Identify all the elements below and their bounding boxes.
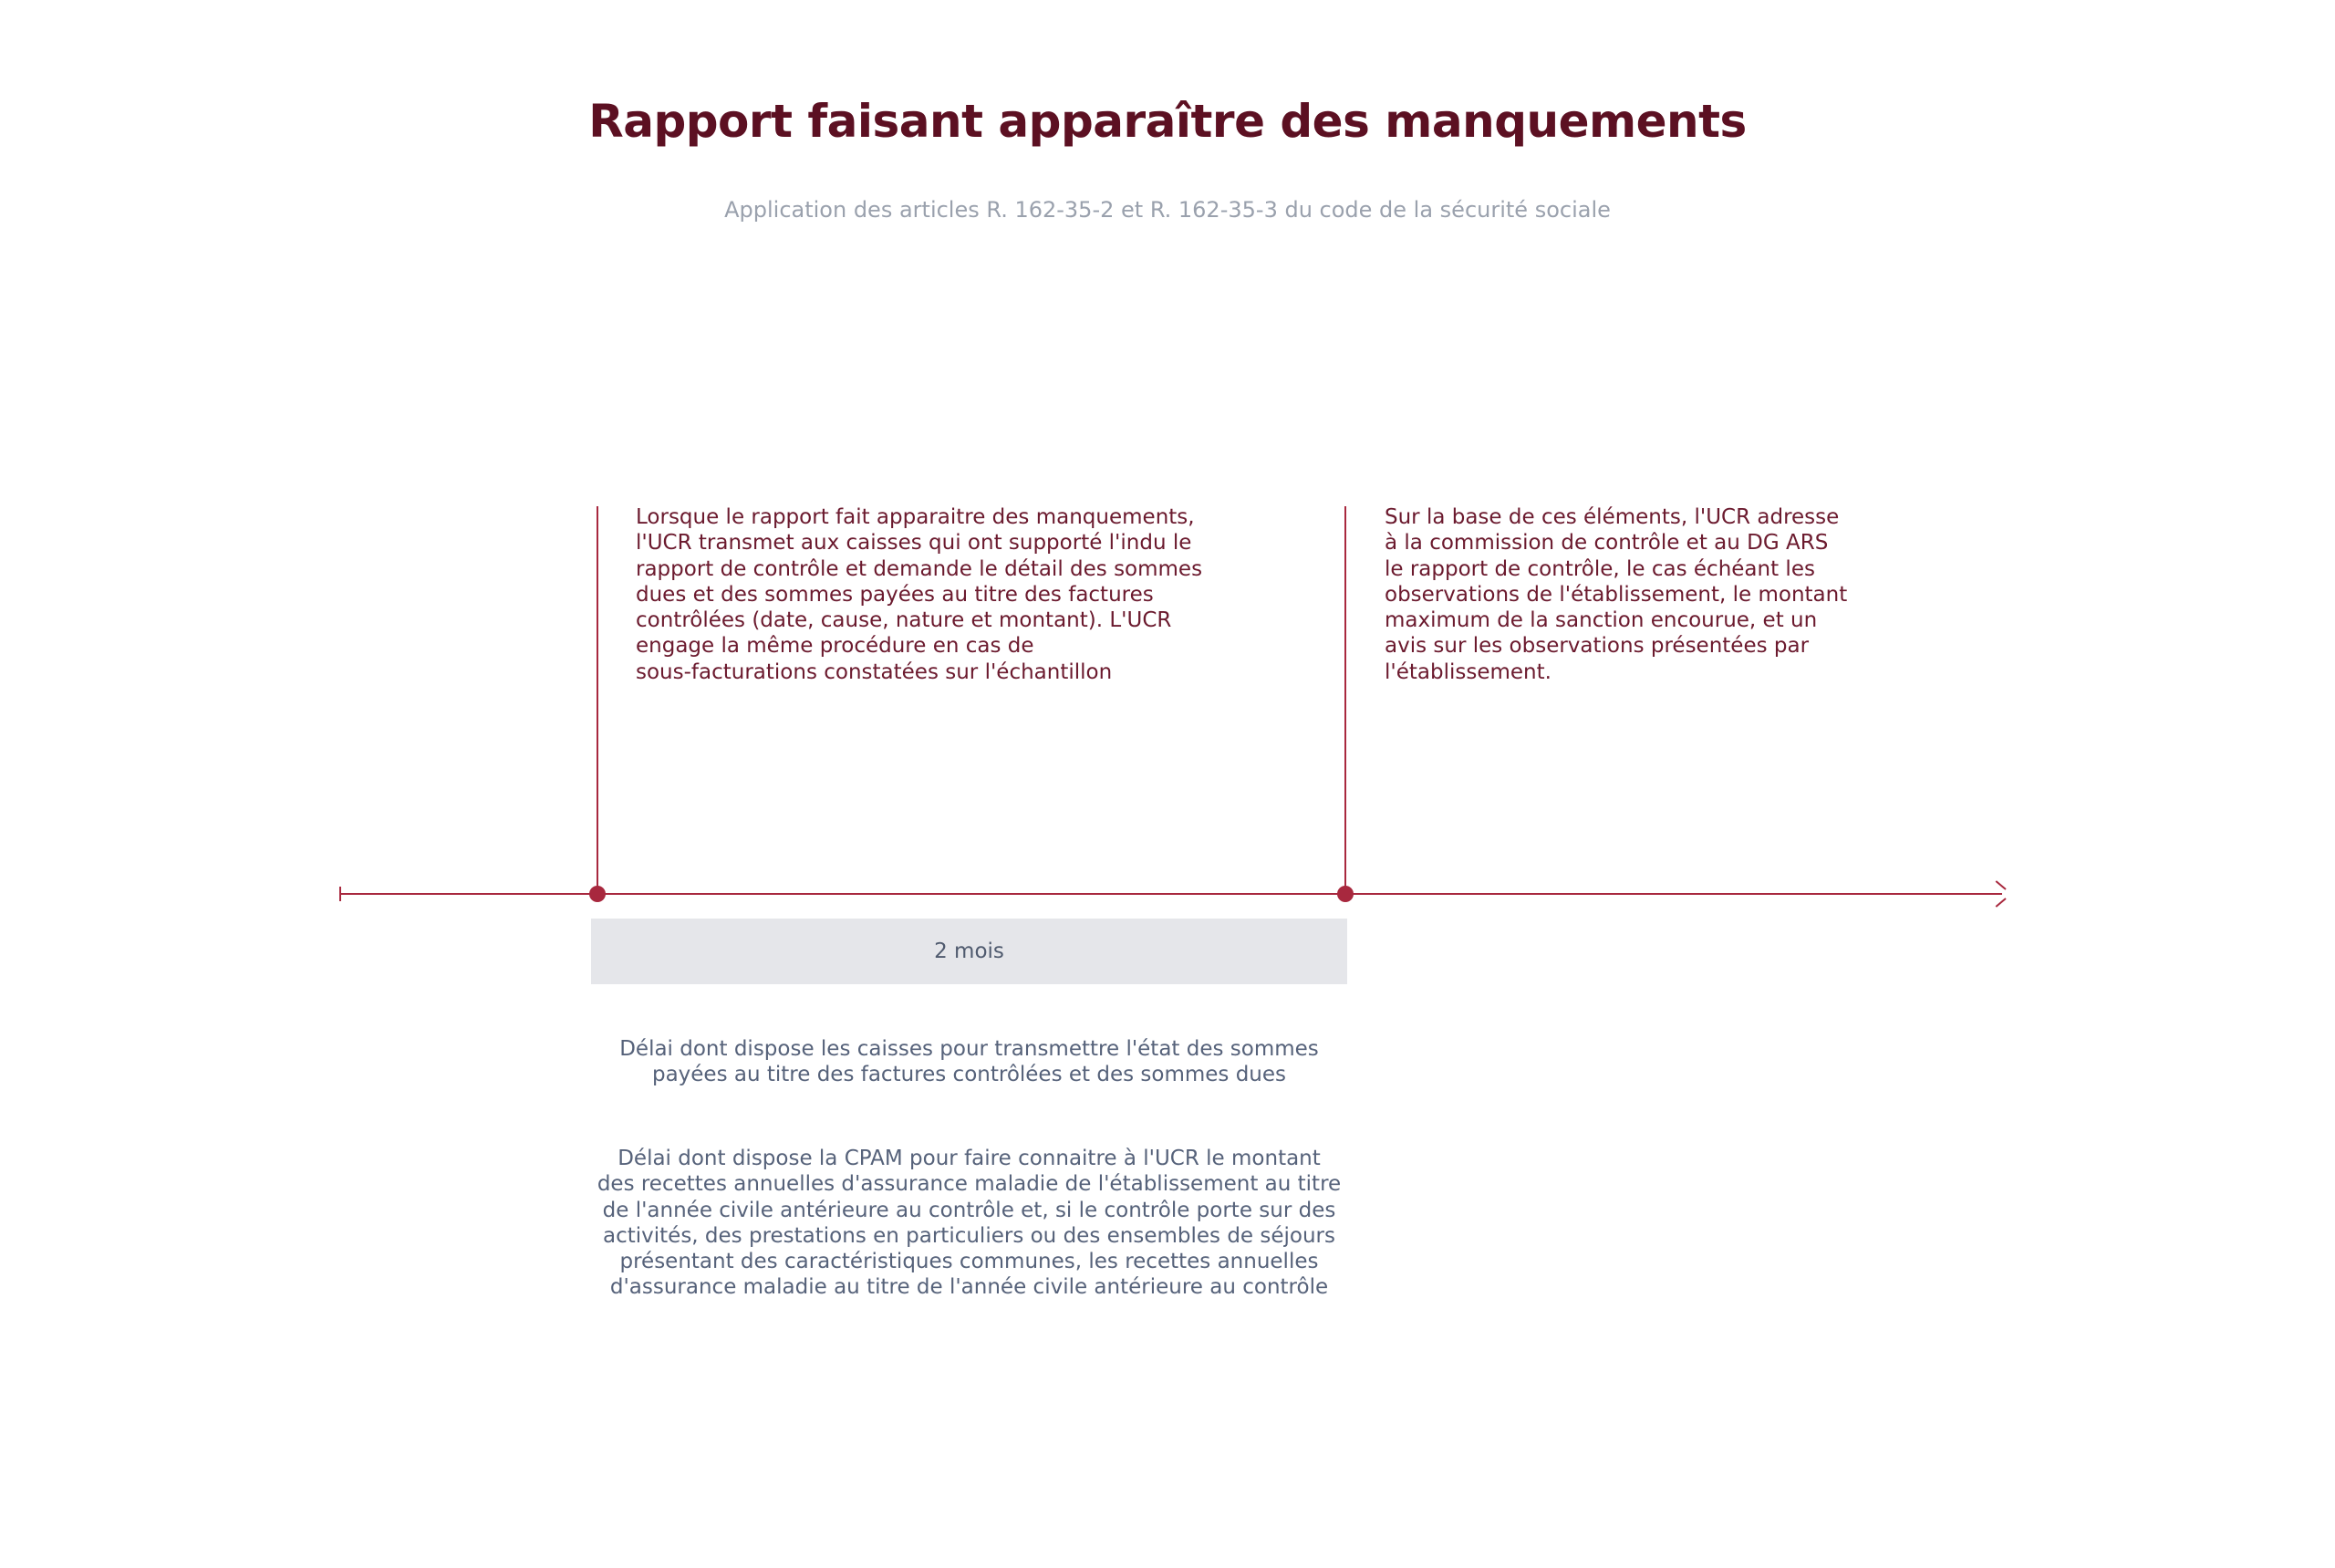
event-2-connector-line (1344, 506, 1346, 894)
duration-bar (591, 919, 1347, 984)
event-2-marker (1337, 886, 1354, 902)
timeline-start-tick (339, 887, 341, 901)
page-title: Rapport faisant apparaître des manquements (588, 95, 1747, 148)
event-2-description: Sur la base de ces éléments, l'UCR adresse à la commission de contrôle et au DG ARS le rapport de contrôle, le cas échéant les observations de l'établissement, le montant maximum de la sanction encourue, et un avis sur les observations présentées par l'établissement. (1385, 505, 1848, 684)
duration-label: 2 mois (934, 940, 1004, 963)
event-1-marker (589, 886, 606, 902)
event-1-connector-line (597, 506, 598, 894)
page-subtitle: Application des articles R. 162-35-2 et R. 162-35-3 du code de la sécurité sociale (724, 197, 1611, 223)
duration-note-2: Délai dont dispose la CPAM pour faire connaitre à l'UCR le montant des recettes annuelles d'assurance maladie de l'établissement au titre de l'année civile antérieure au contrôle et, si le contrôle porte sur des activités, des prestations en particuliers ou des ensembles de séjours présentant des caractéristiques communes, les recettes annuelles d'assurance maladie au titre de l'année civile antérieure au contrôle (597, 1147, 1342, 1300)
duration-note-1: Délai dont dispose les caisses pour transmettre l'état des sommes payées au titre des factures contrôlées et des sommes dues (619, 1037, 1319, 1087)
event-1-description: Lorsque le rapport fait apparaitre des manquements, l'UCR transmet aux caisses qui ont supporté l'indu le rapport de contrôle et demande le détail des sommes dues et des sommes payées au titre des factures contrôlées (date, cause, nature et montant). L'UCR engage la même procédure en cas de sous-facturations constatées sur l'échantillon (636, 505, 1203, 684)
